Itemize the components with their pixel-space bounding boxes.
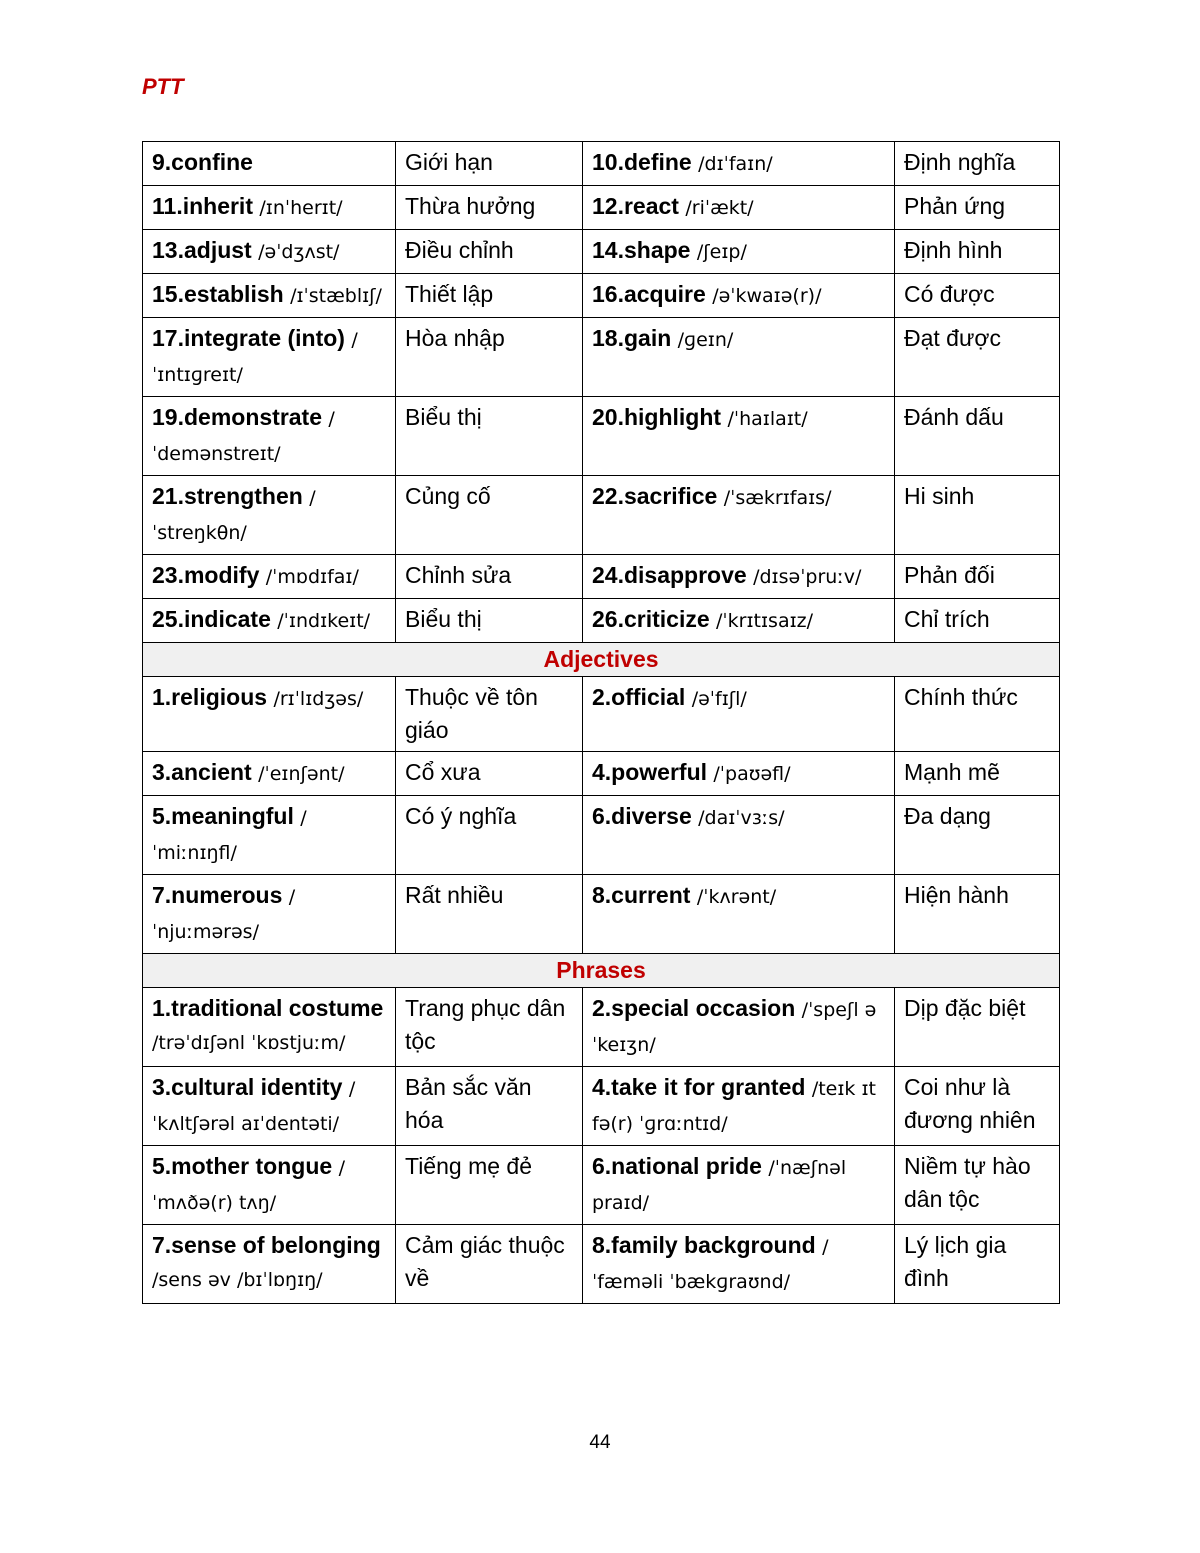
term-meaning: Định nghĩa [895, 142, 1060, 186]
term-pronunciation: /riˈækt/ [685, 197, 754, 219]
term-cell [143, 1225, 396, 1304]
section-heading: Phrases [143, 954, 1060, 988]
term-meaning: Thuộc về tôn giáo [396, 677, 583, 752]
term-cell [583, 186, 895, 230]
term-word: 5.mother tongue [152, 1153, 333, 1179]
table-row [143, 1146, 1060, 1225]
vocabulary-table [142, 141, 1060, 1304]
term-cell [143, 274, 396, 318]
term-word: 18.gain [592, 325, 672, 351]
term-word: 7.numerous [152, 882, 283, 908]
term-pronunciation: /dɪsəˈpruːv/ [753, 566, 862, 588]
term-cell [143, 677, 396, 752]
term-meaning: Hòa nhập [396, 318, 583, 397]
term-word: 6.national pride [592, 1153, 762, 1179]
term-pronunciation: /dɪˈfaɪn/ [698, 153, 773, 175]
term-meaning: Cổ xưa [396, 752, 583, 796]
term-cell [143, 476, 396, 555]
term-meaning: Đa dạng [895, 796, 1060, 875]
table-row [143, 476, 1060, 555]
term-meaning: Đạt được [895, 318, 1060, 397]
term-word: 8.current [592, 882, 691, 908]
term-pronunciation: /trəˈdɪʃənl ˈkɒstjuːm/ [152, 1032, 346, 1054]
term-pronunciation: /ˈfæməli ˈbækɡraʊnd/ [592, 1236, 829, 1293]
term-pronunciation: /əˈfɪʃl/ [691, 688, 747, 710]
term-cell [143, 142, 396, 186]
term-pronunciation: /əˈkwaɪə(r)/ [712, 285, 822, 307]
term-cell [143, 752, 396, 796]
term-meaning: Điều chỉnh [396, 230, 583, 274]
term-pronunciation: /ˈkʌrənt/ [696, 886, 777, 908]
term-cell [583, 142, 895, 186]
table-row [143, 677, 1060, 752]
term-cell [143, 555, 396, 599]
table-row [143, 274, 1060, 318]
term-cell [583, 599, 895, 643]
term-word: 25.indicate [152, 606, 271, 632]
term-word: 23.modify [152, 562, 260, 588]
term-meaning: Củng cố [396, 476, 583, 555]
term-word: 20.highlight [592, 404, 722, 430]
table-row [143, 875, 1060, 954]
term-pronunciation: /ˈnjuːmərəs/ [152, 886, 296, 943]
term-meaning: Cảm giác thuộc về [396, 1225, 583, 1304]
term-word: 4.powerful [592, 759, 708, 785]
term-cell [583, 752, 895, 796]
term-meaning: Định hình [895, 230, 1060, 274]
term-meaning: Lý lịch gia đình [895, 1225, 1060, 1304]
term-pronunciation: /ˈhaɪlaɪt/ [727, 408, 808, 430]
term-word: 1.traditional costume [152, 995, 384, 1021]
term-meaning: Có được [895, 274, 1060, 318]
table-row [143, 599, 1060, 643]
term-pronunciation: /ˈeɪnʃənt/ [258, 763, 345, 785]
term-cell [583, 677, 895, 752]
term-cell [583, 988, 895, 1067]
term-meaning: Phản đối [895, 555, 1060, 599]
term-cell [143, 599, 396, 643]
page-number: 44 [589, 1432, 611, 1453]
term-cell [583, 796, 895, 875]
term-pronunciation: /ˈmɒdɪfaɪ/ [265, 566, 359, 588]
table-row [143, 555, 1060, 599]
term-meaning: Giới hạn [396, 142, 583, 186]
table-row [143, 796, 1060, 875]
term-word: 4.take it for granted [592, 1074, 806, 1100]
term-pronunciation: /əˈdʒʌst/ [258, 241, 340, 263]
term-cell [583, 1067, 895, 1146]
term-cell [583, 875, 895, 954]
term-cell [143, 318, 396, 397]
term-cell [583, 397, 895, 476]
term-meaning: Hi sinh [895, 476, 1060, 555]
table-row [143, 230, 1060, 274]
term-meaning: Rất nhiều [396, 875, 583, 954]
term-word: 22.sacrifice [592, 483, 718, 509]
term-cell [143, 1067, 396, 1146]
term-pronunciation: /ˈɪndɪkeɪt/ [277, 610, 371, 632]
term-meaning: Biểu thị [396, 599, 583, 643]
term-meaning: Mạnh mẽ [895, 752, 1060, 796]
table-row [143, 988, 1060, 1067]
term-word: 11.inherit [152, 193, 253, 219]
term-word: 24.disapprove [592, 562, 747, 588]
term-meaning: Chính thức [895, 677, 1060, 752]
term-cell [143, 186, 396, 230]
term-meaning: Coi như là đương nhiên [895, 1067, 1060, 1146]
term-pronunciation: /ˈkʌltʃərəl aɪˈdentəti/ [152, 1078, 356, 1135]
term-meaning: Bản sắc văn hóa [396, 1067, 583, 1146]
term-pronunciation: /ˈpaʊəfl/ [713, 763, 791, 785]
term-pronunciation: /ˈsækrɪfaɪs/ [723, 487, 832, 509]
term-cell [583, 318, 895, 397]
term-word: 19.demonstrate [152, 404, 323, 430]
term-cell [143, 796, 396, 875]
term-pronunciation: /ʃeɪp/ [696, 241, 747, 263]
term-pronunciation: /ˈdemənstreɪt/ [152, 408, 335, 465]
term-meaning: Phản ứng [895, 186, 1060, 230]
term-word: 6.diverse [592, 803, 692, 829]
term-pronunciation: /ˈmiːnɪŋfl/ [152, 807, 307, 864]
term-cell [143, 397, 396, 476]
term-cell [583, 1225, 895, 1304]
term-pronunciation: /sens əv /bɪˈlɒŋɪŋ/ [152, 1269, 323, 1291]
term-word: 17.integrate (into) [152, 325, 345, 351]
term-word: 12.react [592, 193, 679, 219]
table-row [143, 318, 1060, 397]
term-pronunciation: /ˈkrɪtɪsaɪz/ [716, 610, 814, 632]
header-mark: PTT [142, 74, 184, 99]
term-pronunciation: /ˈspeʃl əˈkeɪʒn/ [592, 999, 877, 1056]
term-word: 13.adjust [152, 237, 252, 263]
term-cell [143, 1146, 396, 1225]
term-pronunciation: /daɪˈvɜːs/ [698, 807, 785, 829]
term-cell [583, 476, 895, 555]
term-meaning: Chỉ trích [895, 599, 1060, 643]
section-heading-row [143, 954, 1060, 988]
term-pronunciation: /ˈmʌðə(r) tʌŋ/ [152, 1157, 345, 1214]
term-word: 21.strengthen [152, 483, 303, 509]
term-meaning: Đánh dấu [895, 397, 1060, 476]
section-heading: Adjectives [143, 643, 1060, 677]
term-meaning: Dịp đặc biệt [895, 988, 1060, 1067]
term-word: 8.family background [592, 1232, 816, 1258]
term-word: 5.meaningful [152, 803, 294, 829]
term-meaning: Thiết lập [396, 274, 583, 318]
term-meaning: Hiện hành [895, 875, 1060, 954]
term-pronunciation: /rɪˈlɪdʒəs/ [273, 688, 364, 710]
table-row [143, 1067, 1060, 1146]
term-word: 2.official [592, 684, 686, 710]
term-meaning: Thừa hưởng [396, 186, 583, 230]
term-cell [583, 555, 895, 599]
term-meaning: Niềm tự hào dân tộc [895, 1146, 1060, 1225]
table-row [143, 142, 1060, 186]
term-word: 14.shape [592, 237, 691, 263]
term-cell [143, 230, 396, 274]
term-meaning: Tiếng mẹ đẻ [396, 1146, 583, 1225]
term-pronunciation: /ˈɪntɪɡreɪt/ [152, 329, 358, 386]
term-meaning: Có ý nghĩa [396, 796, 583, 875]
term-pronunciation: /ɡeɪn/ [677, 329, 734, 351]
term-meaning: Biểu thị [396, 397, 583, 476]
table-row [143, 1225, 1060, 1304]
term-word: 3.cultural identity [152, 1074, 343, 1100]
term-pronunciation: /ˈstreŋkθn/ [152, 487, 316, 544]
table-row [143, 186, 1060, 230]
table-row [143, 397, 1060, 476]
term-word: 3.ancient [152, 759, 252, 785]
term-cell [583, 230, 895, 274]
term-word: 9.confine [152, 149, 253, 175]
section-heading-row [143, 643, 1060, 677]
term-word: 1.religious [152, 684, 268, 710]
term-cell [143, 988, 396, 1067]
term-pronunciation: /ɪnˈherɪt/ [259, 197, 343, 219]
term-word: 2.special occasion [592, 995, 796, 1021]
term-cell [583, 1146, 895, 1225]
term-word: 26.criticize [592, 606, 710, 632]
term-pronunciation: /teɪk ɪt fə(r) ˈɡrɑːntɪd/ [592, 1078, 876, 1135]
term-word: 7.sense of belonging [152, 1232, 381, 1258]
term-word: 10.define [592, 149, 692, 175]
term-meaning: Chỉnh sửa [396, 555, 583, 599]
term-meaning: Trang phục dân tộc [396, 988, 583, 1067]
term-cell [143, 875, 396, 954]
term-cell [583, 274, 895, 318]
term-word: 15.establish [152, 281, 284, 307]
table-row [143, 752, 1060, 796]
term-pronunciation: /ˈnæʃnəl praɪd/ [592, 1157, 847, 1214]
term-word: 16.acquire [592, 281, 706, 307]
term-pronunciation: /ɪˈstæblɪʃ/ [290, 285, 382, 307]
